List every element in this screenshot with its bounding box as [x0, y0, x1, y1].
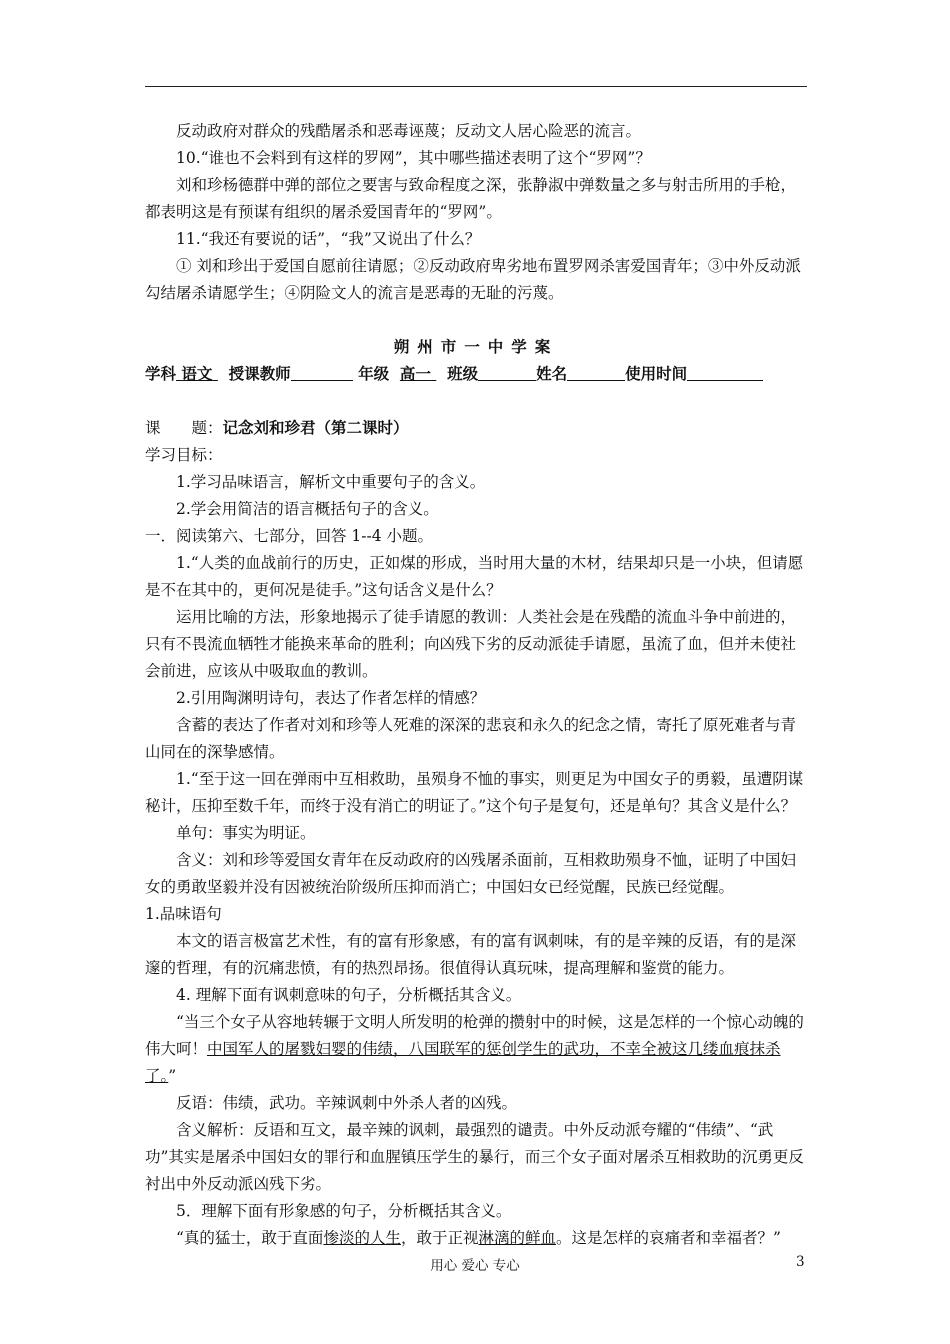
language-paragraph: 本文的语言极富艺术性，有的富有形象感，有的富有讽刺味，有的是辛辣的反语，有的是深邃的哲理，有的沉痛悲愤，有的热烈昂扬。很值得认真玩味，提高理解和鉴赏的能力。: [145, 932, 797, 977]
question-10: 10.“谁也不会料到有这样的罗网”，其中哪些描述表明了这个“罗网”？: [176, 149, 651, 167]
header-rule: [145, 86, 807, 87]
answer-3-type: 单句：事实为明证。: [176, 824, 316, 842]
answer-11: ① 刘和珍出于爱国自愿前往请愿；②反动政府卑劣地布置罗网杀害爱国青年；③中外反动派勾结屠杀请愿学生；④阴险文人的流言是恶毒的无耻的污蔑。: [145, 257, 801, 302]
answer-2: 含蓄的表达了作者对刘和珍等人死难的深深的悲哀和永久的纪念之情，寄托了原死难者与青山同在的深挚感情。: [145, 716, 797, 761]
quote-5-underlined-2: 淋漓的鲜血: [478, 1229, 556, 1247]
subheading-language: 1.品味语句: [145, 905, 222, 923]
goal-2: 2.学会用简洁的语言概括句子的含义。: [176, 500, 439, 518]
name-blank: [567, 363, 625, 381]
quote-5-underlined-1: 惨淡的人生: [323, 1229, 401, 1247]
goals-label: 学习目标：: [145, 446, 223, 464]
quote-4: “当三个女子从容地转辗于文明人所发明的枪弹的攒射中的时候，这是怎样的一个惊心动魄的伟大呵！中国军人的屠戮妇婴的伟绩，八国联军的惩创学生的武功，不幸全被这几缕血痕抹杀了。”: [145, 1013, 804, 1085]
case-title: 朔州市一中学案: [393, 337, 559, 356]
class-label: 班级: [447, 364, 479, 383]
info-header-row: [145, 360, 807, 387]
quote-5: “真的猛士，敢于直面惨淡的人生，敢于正视淋漓的鲜血。这是怎样的哀痛者和幸福者？”: [176, 1229, 781, 1247]
class-blank: [478, 363, 536, 381]
page-number: 3: [796, 1254, 805, 1270]
footer-motto: 用心 爱心 专心: [430, 1258, 520, 1274]
question-11: 11.“我还有要说的话”，“我”又说出了什么？: [176, 230, 481, 248]
name-label: 姓名: [536, 364, 568, 383]
teacher-label: 授课教师: [228, 364, 291, 383]
answer-1: 运用比喻的方法，形象地揭示了徒手请愿的教训：人类社会是在残酷的流血斗争中前进的，只有不畏流血牺牲才能换来革命的胜利；向凶残下劣的反动派徒手请愿，虽流了血，但并未使社会前进，应该从中吸取血的教训。: [145, 608, 797, 680]
quote-4-underlined: 中国军人的屠戮妇婴的伟绩，八国联军的惩创学生的武功，不幸全被这几缕血痕抹杀了。: [145, 1040, 781, 1085]
question-1: 1.“人类的血战前行的历史，正如煤的形成，当时用大量的木材，结果却只是一小块，但请愿是不在其中的，更何况是徒手。”这句话含义是什么？: [145, 554, 804, 599]
question-3: 1.“至于这一回在弹雨中互相救助，虽殒身不恤的事实，则更足为中国女子的勇毅，虽遭阴谋秘计，压抑至数千年，而终于没有消亡的明证了。”这个句子是复句，还是单句？其含义是什么？: [145, 770, 804, 815]
answer-3-meaning: 含义：刘和珍等爱国女青年在反动政府的凶残屠杀面前，互相救助殒身不恤，证明了中国妇女的勇敢坚毅并没有因被统治阶级所压抑而消亡；中国妇女已经觉醒，民族已经觉醒。: [145, 851, 797, 896]
topic-line: [145, 414, 807, 442]
subject-label: 学科: [145, 364, 177, 383]
question-5: 5．理解下面有形象感的句子，分析概括其含义。: [176, 1202, 512, 1220]
answer-4-analysis: 含义解析：反语和互文，最辛辣的讽刺，最强烈的谴责。中外反动派夸耀的“伟绩”、“武功”其实是屠杀中国妇女的罪行和血腥镇压学生的暴行，而三个女子面对屠杀互相救助的沉勇更反衬出中外反动派凶残下劣。: [145, 1121, 804, 1193]
grade-value: 高一: [399, 364, 431, 383]
answer-10: 刘和珍杨德群中弹的部位之要害与致命程度之深，张静淑中弹数量之多与射击所用的手枪，都表明这是有预谋有组织的屠杀爱国青年的“罗网”。: [145, 176, 797, 221]
time-blank: [687, 363, 763, 381]
section-heading: 一．阅读第六、七部分，回答 1--4 小题。: [145, 527, 434, 545]
document-body: [145, 118, 807, 1252]
teacher-blank: [291, 363, 353, 381]
grade-label: 年级: [358, 364, 390, 383]
paragraph: 反动政府对群众的残酷屠杀和恶毒诬蔑；反动文人居心险恶的流言。: [176, 122, 642, 140]
question-4: 4. 理解下面有讽刺意味的句子，分析概括其含义。: [176, 986, 522, 1004]
topic-value: 记念刘和珍君（第二课时）: [222, 418, 409, 437]
time-label: 使用时间: [625, 364, 688, 383]
question-2: 2.引用陶渊明诗句，表达了作者怎样的情感？: [176, 689, 486, 707]
subject-value: 语文: [181, 364, 213, 383]
topic-label: 课 题：: [145, 419, 223, 437]
answer-4-irony: 反语：伟绩，武功。辛辣讽刺中外杀人者的凶残。: [176, 1094, 518, 1112]
goal-1: 1.学习品味语言，解析文中重要句子的含义。: [176, 473, 486, 491]
